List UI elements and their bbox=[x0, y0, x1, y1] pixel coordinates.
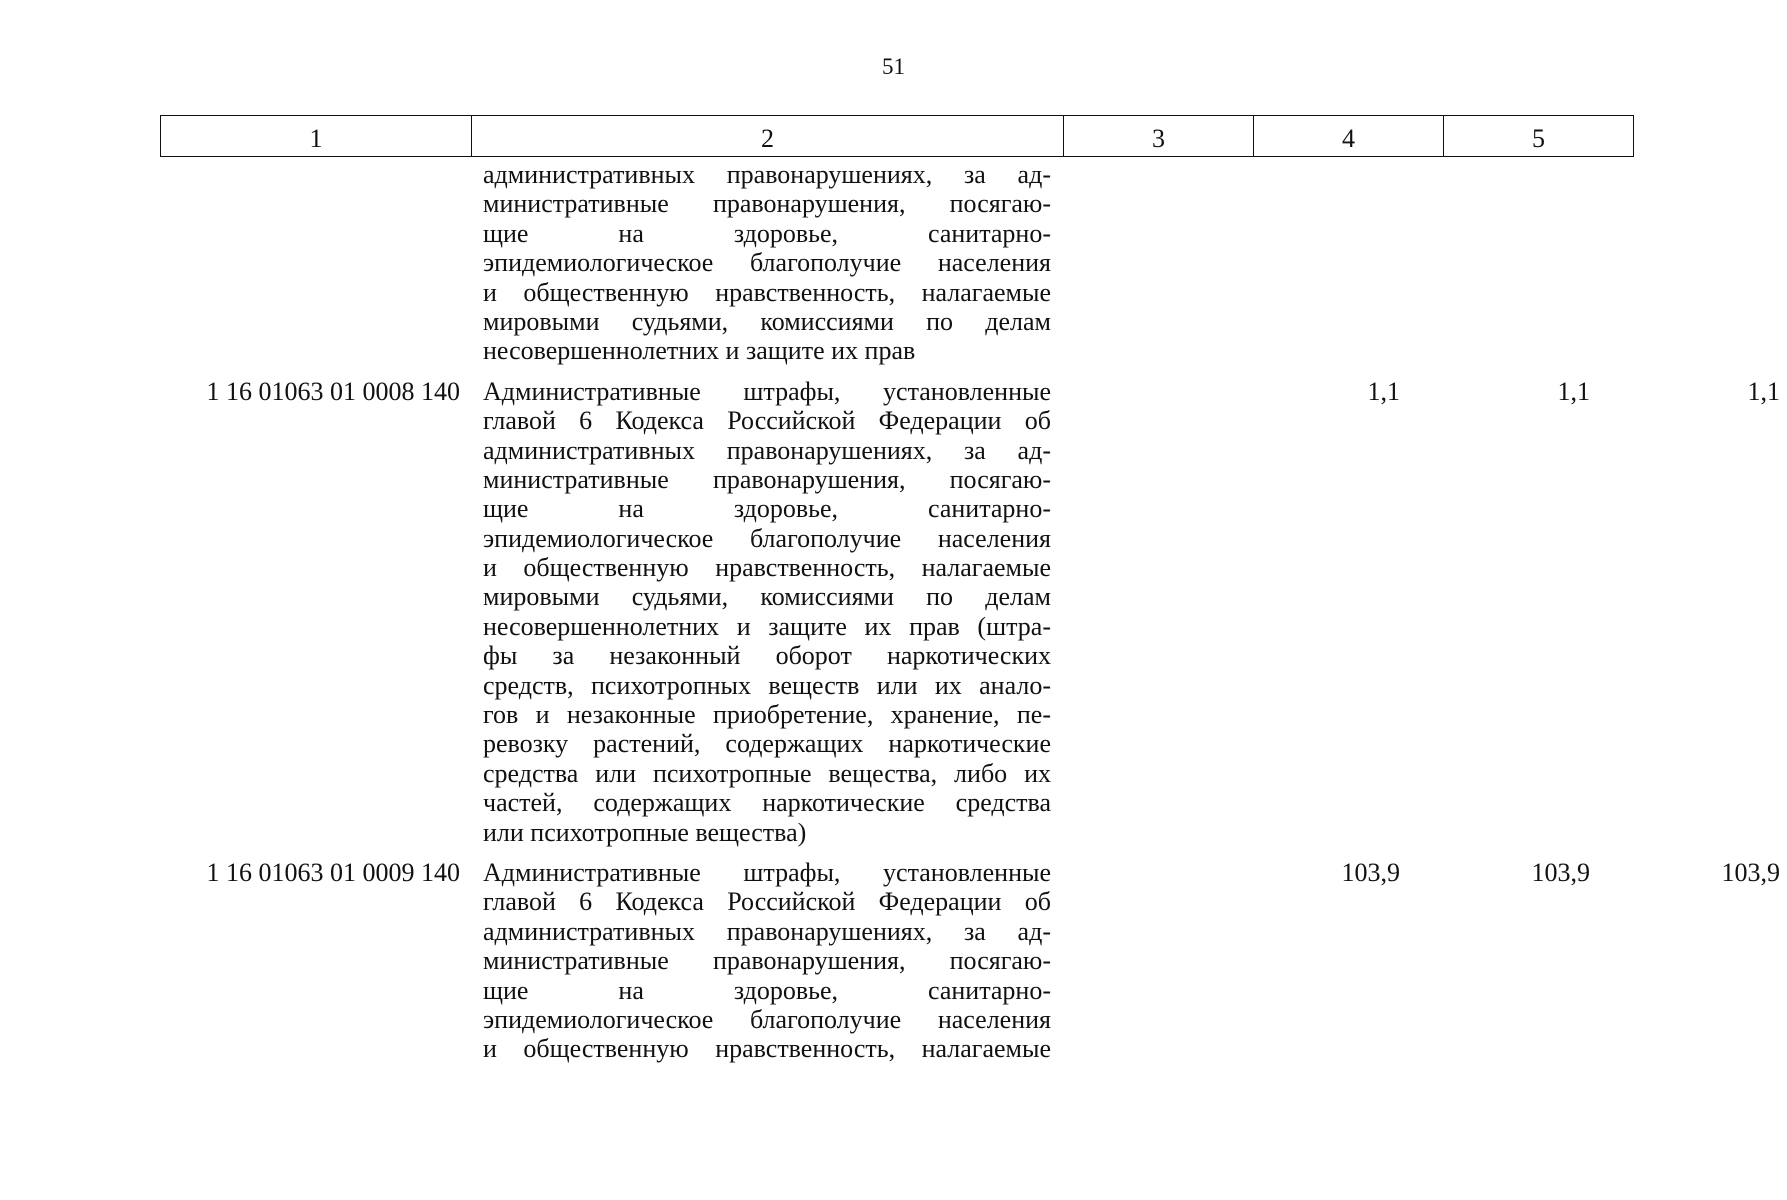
description-line: щие на здоровье, санитарно- bbox=[483, 494, 1051, 524]
column-header-3: 3 bbox=[1064, 116, 1254, 157]
description-line: щие на здоровье, санитарно- bbox=[483, 975, 1051, 1005]
row-value-col5: 1,1 bbox=[1747, 376, 1780, 406]
description-line: несовершеннолетних и защите их прав bbox=[483, 336, 916, 366]
description-line: ревозку растений, содержащих наркотические bbox=[483, 729, 1051, 759]
description-line: Административные штрафы, установленные bbox=[483, 376, 1051, 406]
description-line: министративные правонарушения, посягаю- bbox=[483, 189, 1051, 219]
row-value-col4: 1,1 bbox=[1557, 376, 1590, 406]
description-line: мировыми судьями, комиссиями по делам bbox=[483, 306, 1051, 336]
row-description bbox=[483, 160, 1051, 366]
description-line: и общественную нравственность, налагаемые bbox=[483, 277, 1051, 307]
description-line: средств, психотропных веществ или их анало- bbox=[483, 670, 1051, 700]
description-line: мировыми судьями, комиссиями по делам bbox=[483, 582, 1051, 612]
row-value-col4: 103,9 bbox=[1531, 857, 1590, 887]
row-description bbox=[483, 858, 1051, 1064]
page-number: 51 bbox=[882, 54, 905, 79]
description-line: Административные штрафы, установленные bbox=[483, 857, 1051, 887]
table-row bbox=[160, 376, 1780, 847]
column-header-1: 1 bbox=[161, 116, 472, 157]
description-line: несовершеннолетних и защите их прав (штра- bbox=[483, 611, 1051, 641]
description-line: частей, содержащих наркотические средства bbox=[483, 788, 1051, 818]
description-line: административных правонарушениях, за ад- bbox=[483, 435, 1051, 465]
column-header-row bbox=[161, 116, 1634, 157]
description-line: средства или психотропные вещества, либо их bbox=[483, 758, 1051, 788]
row-value-col3: 103,9 bbox=[1341, 857, 1400, 887]
description-line: и общественную нравственность, налагаемые bbox=[483, 553, 1051, 583]
column-header-5: 5 bbox=[1444, 116, 1634, 157]
description-line: фы за незаконный оборот наркотических bbox=[483, 641, 1051, 671]
description-line: или психотропные вещества) bbox=[483, 817, 807, 847]
column-header-4: 4 bbox=[1254, 116, 1444, 157]
description-line: эпидемиологическое благополучие населения bbox=[483, 1004, 1051, 1034]
description-line: и общественную нравственность, налагаемые bbox=[483, 1034, 1051, 1064]
description-line: эпидемиологическое благополучие населения bbox=[483, 523, 1051, 553]
row-description bbox=[483, 377, 1051, 847]
table-row-continuation bbox=[160, 160, 1633, 366]
description-line: щие на здоровье, санитарно- bbox=[483, 218, 1051, 248]
description-line: министративные правонарушения, посягаю- bbox=[483, 464, 1051, 494]
description-line: административных правонарушениях, за ад- bbox=[483, 160, 1051, 189]
row-code: 1 16 01063 01 0009 140 bbox=[206, 857, 460, 887]
description-line: административных правонарушениях, за ад- bbox=[483, 916, 1051, 946]
row-value-col3: 1,1 bbox=[1367, 376, 1400, 406]
row-value-col5: 103,9 bbox=[1721, 857, 1780, 887]
table-row bbox=[160, 857, 1780, 1064]
table-body bbox=[160, 160, 1780, 1064]
column-header-table bbox=[160, 115, 1634, 157]
description-line: эпидемиологическое благополучие населения bbox=[483, 248, 1051, 278]
description-line: главой 6 Кодекса Российской Федерации об bbox=[483, 887, 1051, 917]
description-line: гов и незаконные приобретение, хранение, пе- bbox=[483, 700, 1051, 730]
column-header-2: 2 bbox=[472, 116, 1064, 157]
row-code: 1 16 01063 01 0008 140 bbox=[206, 376, 460, 406]
description-line: главой 6 Кодекса Российской Федерации об bbox=[483, 406, 1051, 436]
description-line: министративные правонарушения, посягаю- bbox=[483, 946, 1051, 976]
